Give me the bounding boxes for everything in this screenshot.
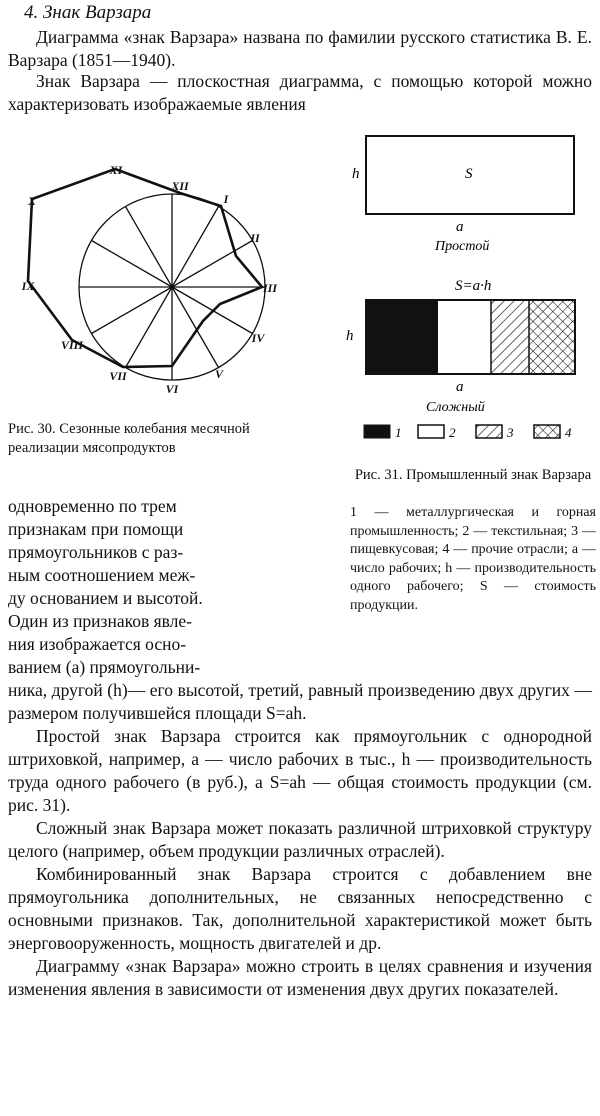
- fig30-spoke: [172, 241, 253, 288]
- complex-segment-4: [529, 300, 575, 374]
- formula: S=a·h: [455, 278, 492, 294]
- definition-paragraph: Знак Варзара — плоскостная диаграмма, с помощью которой можно характеризовать изображаемые явления: [8, 71, 592, 114]
- simple-sign-a: a: [456, 219, 464, 235]
- complex-sign-h: h: [346, 328, 354, 344]
- fig31-varzar-signs: [340, 128, 600, 448]
- wrapped-line: прямоугольников с раз-: [8, 542, 184, 562]
- complex-sign-label: Сложный: [426, 400, 485, 415]
- fig30-month-label: V: [214, 367, 224, 381]
- simple-sign-paragraph: Простой знак Варзара строится как прямоугольник с однородной штриховкой, например, a — число рабочих в тыс., h — производительность труда одного рабочего (в руб.), а S=ah — общая стоимость продукции (см. рис. 31).: [8, 726, 592, 815]
- complex-segment-3: [491, 300, 529, 374]
- fig30-month-label: XII: [171, 179, 189, 193]
- fig30-month-label: XI: [109, 163, 123, 177]
- fig30-month-label: IX: [21, 279, 35, 293]
- wrapped-line: ния изображается осно-: [8, 634, 187, 654]
- fig30-spoke: [126, 287, 173, 368]
- fig31-caption-title: Рис. 31. Промышленный знак Варзара: [354, 467, 592, 483]
- wrapped-line: признакам при помощи: [8, 519, 184, 539]
- fig30-spoke: [92, 287, 173, 334]
- fig30-month-label: VII: [109, 369, 127, 383]
- combined-sign-paragraph: Комбинированный знак Варзара строится с добавлением вне прямоугольника дополнительных, не связанных непосредственно с основными признаков. Так, дополнительной характеристикой может быть энерговооруженность, мощность двигателей и др.: [8, 864, 592, 953]
- legend-swatch-1: [364, 425, 390, 438]
- fig30-spoke: [126, 207, 173, 288]
- fig30-month-label: I: [223, 192, 229, 206]
- fig30-caption: Рис. 30. Сезонные колебания месячной реализации мясопродуктов: [8, 421, 250, 456]
- fig30-spoke: [92, 241, 173, 288]
- usage-paragraph: Диаграмму «знак Варзара» можно строить в целях сравнения и изучения изменения явления в зависимости от изменения двух других показателей.: [8, 956, 592, 999]
- legend-swatch-4: [534, 425, 560, 438]
- fig30-month-label: VIII: [60, 338, 84, 352]
- legend-label-4: 4: [565, 425, 572, 440]
- complex-sign-paragraph: Сложный знак Варзара может показать различной штриховкой структуру целого (например, объем продукции различных отраслей).: [8, 818, 592, 861]
- wrapped-line: ванием (a) прямоугольни-: [8, 657, 201, 677]
- wrapped-text-column: [8, 495, 338, 679]
- continuation-paragraph: ника, другой (h)— его высотой, третий, равный произведению двух других — размером получившейся площади S=ah.: [8, 680, 592, 723]
- legend-swatch-3: [476, 425, 502, 438]
- fig30-spoke: [172, 207, 219, 288]
- complex-sign-a: a: [456, 379, 464, 395]
- legend-swatch-2: [418, 425, 444, 438]
- complex-segment-2: [438, 300, 491, 374]
- fig30-month-label: III: [262, 281, 278, 295]
- simple-sign-h: h: [352, 166, 360, 182]
- fig31-caption-legend: 1 — металлургическая и горная промышленность; 2 — текстильная; 3 — пищевкусовая; 4 — прочие отрасли; a — число рабочих; h — производительность одного рабочего; S — стоимость продукции.: [350, 505, 596, 613]
- wrapped-line: Один из признаков явле-: [8, 611, 193, 631]
- legend-label-2: 2: [449, 425, 456, 440]
- fig30-month-label: IV: [251, 331, 265, 345]
- fig30-month-label: VI: [165, 382, 179, 396]
- simple-sign-label: Простой: [435, 239, 490, 254]
- wrapped-line: одновременно по трем: [8, 496, 177, 516]
- fig30-spokes: [79, 194, 265, 380]
- body-text: [8, 679, 592, 1001]
- wrapped-line: ду основанием и высотой.: [8, 588, 203, 608]
- legend-label-3: 3: [507, 425, 514, 440]
- section-title: 4. Знак Варзара: [24, 2, 152, 23]
- simple-sign-s: S: [465, 166, 473, 182]
- fig30-month-label: X: [27, 194, 37, 208]
- fig30-radial-diagram: [8, 150, 308, 400]
- fig30-month-label: II: [250, 231, 260, 245]
- legend-label-1: 1: [395, 425, 402, 440]
- wrapped-line: ным соотношением меж-: [8, 565, 196, 585]
- complex-segment-1: [366, 300, 438, 374]
- intro-paragraph: Диаграмма «знак Варзара» названа по фамилии русского статистика В. Е. Варзара (1851—1940).: [8, 27, 592, 70]
